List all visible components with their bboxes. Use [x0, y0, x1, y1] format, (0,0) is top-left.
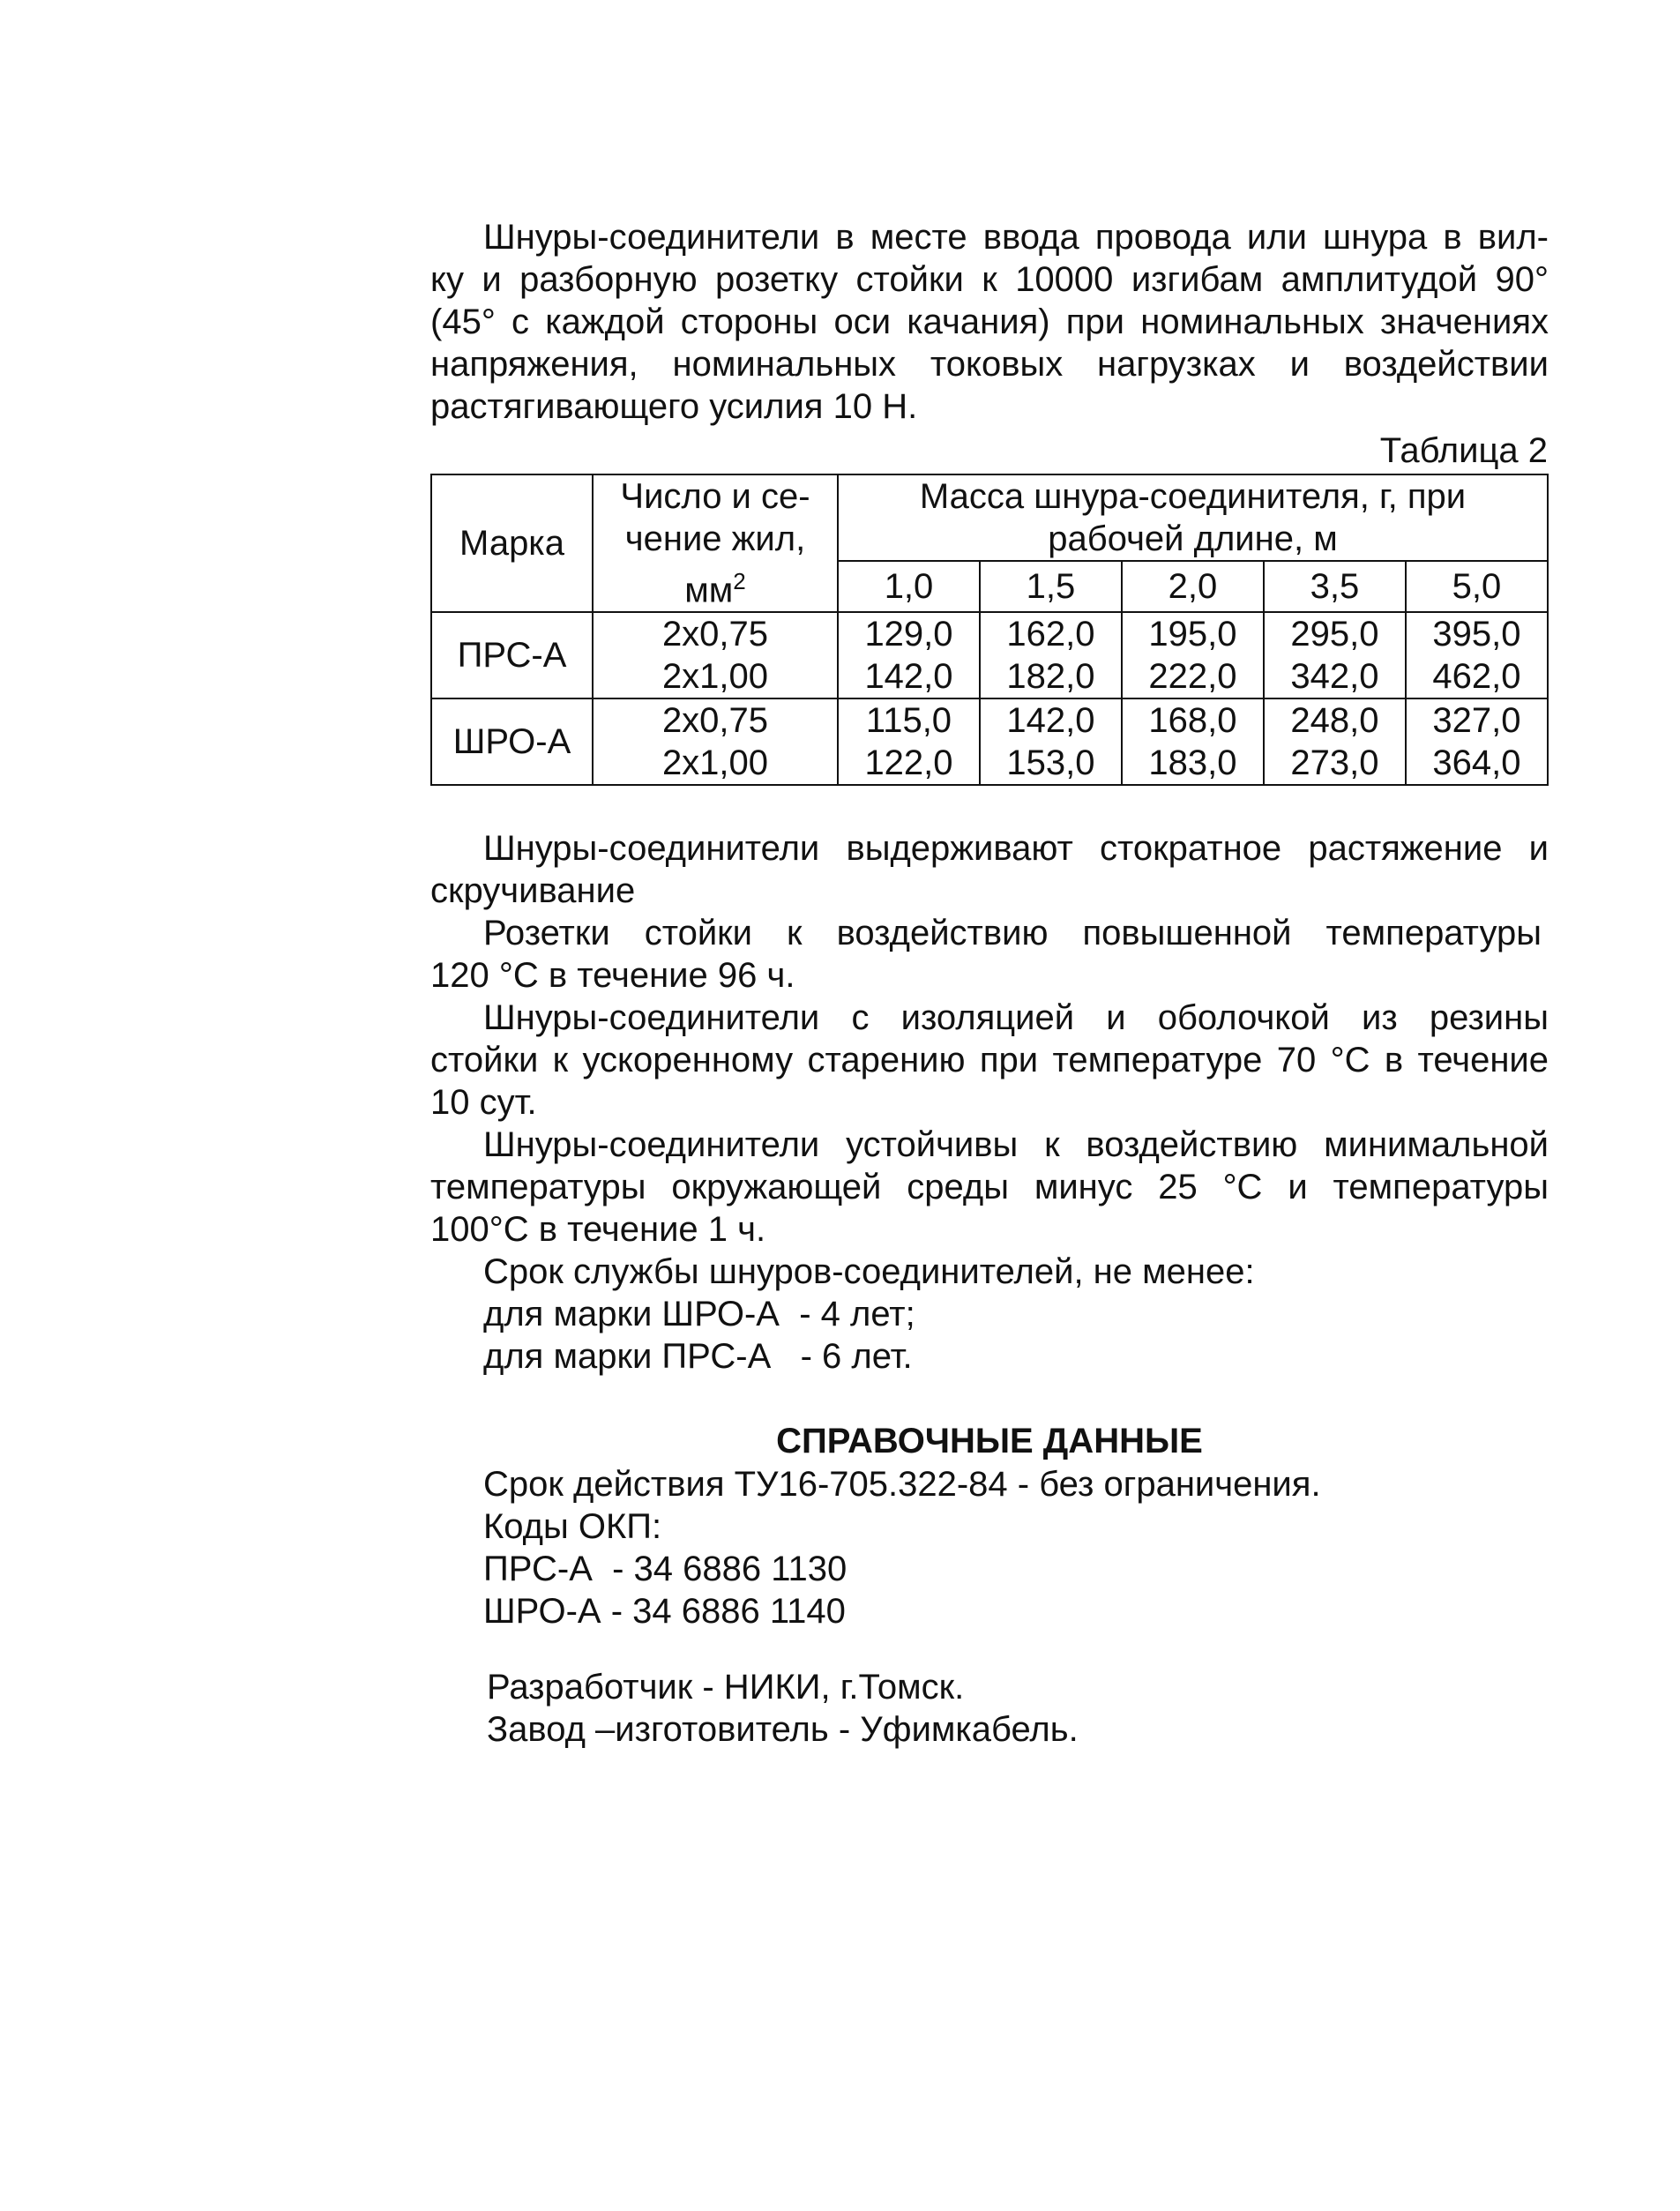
reference-okp-title: Коды ОКП: [483, 1507, 662, 1546]
table-header-row [431, 474, 1548, 561]
mass-value: 327,0 [1432, 701, 1521, 741]
header-marka: Марка [431, 474, 593, 612]
mass-cell [1264, 612, 1406, 698]
mass-value: 162,0 [1006, 615, 1095, 654]
header-count-unit [601, 560, 830, 611]
para5-line-1: Шнуры-соединители устойчивы к воздействию минимальной [483, 1125, 1549, 1164]
mass-cell [1122, 612, 1264, 698]
para1-line-5: растягивающего усилия 10 Н. [430, 387, 918, 426]
para2-line-2: скручивание [430, 871, 636, 910]
length-cell: 3,5 [1264, 561, 1406, 612]
para1-line-2: ку и разборную розетку стойки к 10000 изгибам амплитудой 90° [430, 260, 1549, 299]
mass-cell [838, 698, 980, 785]
para1-line-4: напряжения, номинальных токовых нагрузках и воздействии [430, 345, 1549, 384]
section-value: 2х0,75 [661, 701, 769, 741]
mass-cell [838, 612, 980, 698]
length-cell: 2,0 [1122, 561, 1264, 612]
reference-developer: Разработчик - НИКИ, г.Томск. [487, 1668, 965, 1707]
mass-value: 153,0 [1006, 743, 1095, 783]
mass-value: 248,0 [1290, 701, 1379, 741]
header-mass-line-2: рабочей длине, м [1048, 519, 1338, 558]
para3-line-1: Розетки стойки к воздействию повышенной температуры [483, 914, 1542, 952]
mass-value: 168,0 [1148, 701, 1237, 741]
length-cell: 1,5 [980, 561, 1122, 612]
unit-mm: мм [684, 571, 734, 610]
service-line-shro: для марки ШРО-А - 4 лет; [483, 1295, 915, 1333]
para4-line-2: стойки к ускоренному старению при температуре 70 °С в течение [430, 1041, 1549, 1079]
mass-value: 129,0 [864, 615, 953, 654]
mass-cell [1406, 698, 1548, 785]
mass-cell [980, 698, 1122, 785]
section-value: 2х0,75 [661, 615, 769, 654]
marka-cell: ПРС-А [431, 612, 593, 698]
mass-table [430, 474, 1549, 786]
header-mass [838, 474, 1548, 561]
mass-value: 115,0 [865, 701, 952, 741]
para1-line-1: Шнуры-соединители в месте ввода провода или шнура в вил- [483, 218, 1549, 257]
para5-line-3: 100°С в течение 1 ч. [430, 1210, 766, 1249]
mass-value: 273,0 [1290, 743, 1379, 783]
mass-value: 142,0 [1006, 701, 1095, 741]
section-cell [593, 612, 838, 698]
mass-value: 295,0 [1290, 615, 1379, 654]
table-caption: Таблица 2 [1379, 431, 1548, 470]
mass-value: 395,0 [1432, 615, 1521, 654]
para1-line-3: (45° с каждой стороны оси качания) при номинальных значениях [430, 303, 1549, 341]
mass-value: 183,0 [1148, 743, 1237, 783]
reference-maker: Завод –изготовитель - Уфимкабель. [487, 1710, 1079, 1749]
para5-line-2: температуры окружающей среды минус 25 °С и температуры [430, 1168, 1549, 1206]
mass-value: 222,0 [1148, 657, 1237, 697]
reference-heading: СПРАВОЧНЫЕ ДАННЫЕ [776, 1422, 1203, 1460]
para4-line-1: Шнуры-соединители с изоляцией и оболочкой из резины [483, 998, 1549, 1037]
para4-line-3: 10 сут. [430, 1083, 537, 1122]
mass-cell [980, 612, 1122, 698]
header-mass-line-1: Масса шнура-соединителя, г, при [919, 477, 1467, 516]
header-count-line-1: Число и се- [620, 477, 810, 516]
service-line-prs: для марки ПРС-А - 6 лет. [483, 1337, 913, 1376]
mass-value: 142,0 [864, 657, 953, 697]
para3-line-2: 120 °С в течение 96 ч. [430, 956, 795, 995]
reference-okp-shro: ШРО-А - 34 6886 1140 [483, 1592, 846, 1631]
table-row [431, 612, 1548, 698]
length-cell: 1,0 [838, 561, 980, 612]
length-cell: 5,0 [1406, 561, 1548, 612]
mass-cell [1406, 612, 1548, 698]
table-row [431, 698, 1548, 785]
mass-cell [1122, 698, 1264, 785]
service-intro: Срок службы шнуров-соединителей, не менее: [483, 1252, 1255, 1291]
section-cell [593, 698, 838, 785]
header-count-section [593, 474, 838, 612]
marka-cell: ШРО-А [431, 698, 593, 785]
reference-okp-prs: ПРС-А - 34 6886 1130 [483, 1550, 847, 1588]
mass-value: 364,0 [1432, 743, 1521, 783]
mass-cell [1264, 698, 1406, 785]
section-value: 2х1,00 [661, 743, 769, 783]
reference-validity: Срок действия ТУ16-705.322-84 - без ограничения. [483, 1465, 1321, 1504]
mass-value: 462,0 [1432, 657, 1521, 697]
mass-value: 122,0 [864, 743, 953, 783]
section-value: 2х1,00 [661, 657, 769, 697]
para2-line-1: Шнуры-соединители выдерживают стократное растяжение и [483, 829, 1549, 868]
mass-value: 195,0 [1148, 615, 1237, 654]
mass-value: 182,0 [1006, 657, 1095, 697]
mass-value: 342,0 [1290, 657, 1379, 697]
header-count-line-2: чение жил, [624, 519, 806, 558]
unit-sup: 2 [733, 568, 746, 594]
